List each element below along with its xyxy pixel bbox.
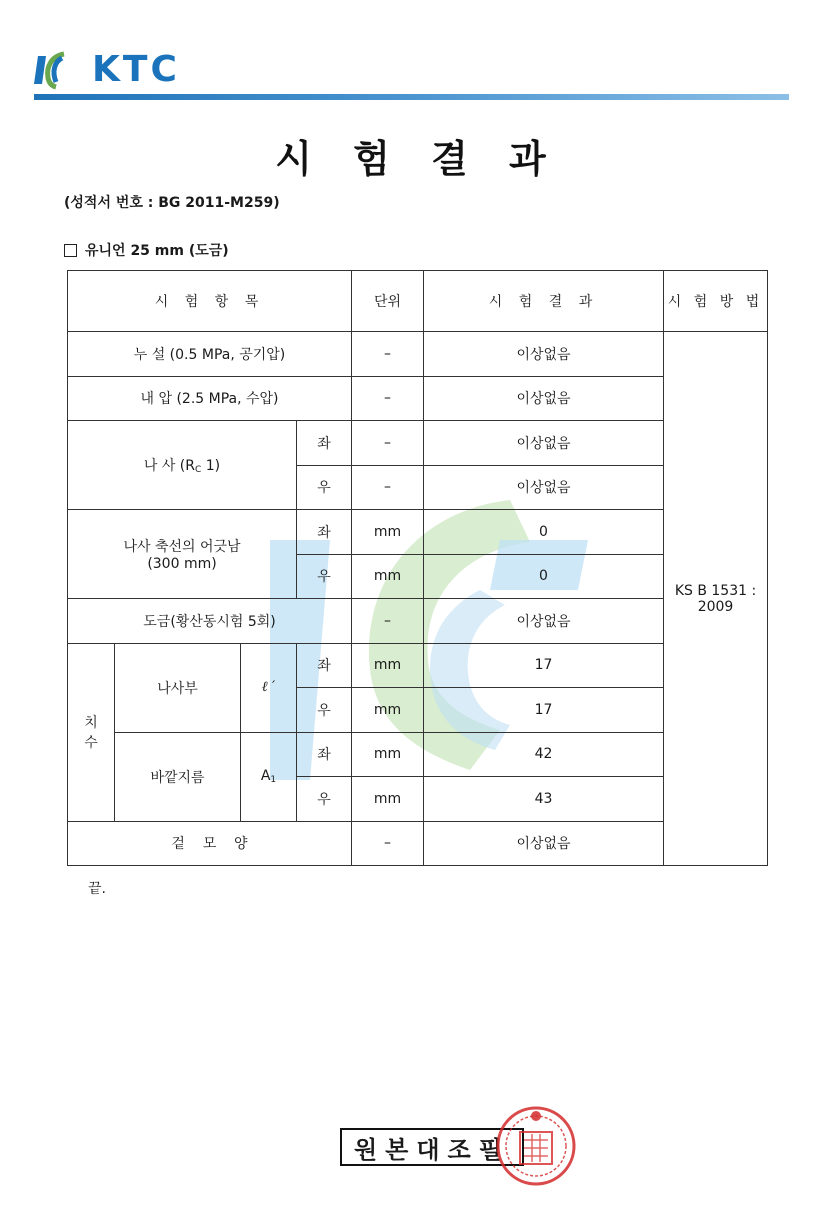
result-thread-right: 이상없음 <box>424 465 664 510</box>
result-misalign-right: 0 <box>424 554 664 599</box>
checkbox-icon <box>64 244 77 257</box>
result-dim-outer-left: 42 <box>424 732 664 777</box>
table-header-row <box>68 271 768 332</box>
section-title <box>64 240 229 260</box>
report-number: (성적서 번호 : BG 2011-M259) <box>64 195 280 211</box>
header-result: 시 험 결 과 <box>424 271 664 332</box>
item-plating: 도금(황산동시험 5회) <box>68 599 352 644</box>
side-misalign-right: 우 <box>297 554 352 599</box>
item-thread-prefix: 나 사 (R <box>143 458 195 474</box>
item-dim-thread: 나사부 <box>115 643 241 732</box>
section-title-text: 유니언 25 mm (도금) <box>85 243 229 259</box>
unit-dim-outer-right: mm <box>352 777 424 822</box>
header-method: 시 험 방 법 <box>664 271 768 332</box>
table-row-leak <box>68 332 768 377</box>
unit-misalign-left: mm <box>352 510 424 555</box>
test-method-line2: 2009 <box>697 598 734 615</box>
table-row-misalign-left <box>68 510 768 555</box>
result-appearance: 이상없음 <box>424 821 664 866</box>
unit-thread-right: – <box>352 465 424 510</box>
item-misalign-line1: 나사 축선의 어긋남 <box>123 539 241 555</box>
side-dim-outer-left: 좌 <box>297 732 352 777</box>
item-thread <box>68 421 297 510</box>
header-item: 시 험 항 목 <box>68 271 352 332</box>
result-plating: 이상없음 <box>424 599 664 644</box>
item-thread-sub: C <box>195 465 202 475</box>
unit-thread-left: – <box>352 421 424 466</box>
certification-stamp: 원본대조필 <box>340 1128 524 1166</box>
unit-dim-thread-right: mm <box>352 688 424 733</box>
side-dim-thread-left: 좌 <box>297 643 352 688</box>
symbol-dim-outer <box>241 732 297 821</box>
item-appearance: 겉 모 양 <box>68 821 352 866</box>
result-dim-thread-left: 17 <box>424 643 664 688</box>
result-dim-thread-right: 17 <box>424 688 664 733</box>
test-method-line1: KS B 1531 : <box>674 582 757 599</box>
result-dim-outer-right: 43 <box>424 777 664 822</box>
symbol-dim-outer-sub: 1 <box>270 775 277 785</box>
document-title: 시 험 결 과 <box>275 137 560 181</box>
result-misalign-left: 0 <box>424 510 664 555</box>
table-row-dim-thread-left <box>68 643 768 688</box>
item-misalign-line2: (300 mm) <box>147 556 217 572</box>
unit-appearance: – <box>352 821 424 866</box>
ktc-logo-mark-icon <box>34 50 94 90</box>
side-dim-thread-right: 우 <box>297 688 352 733</box>
result-thread-left: 이상없음 <box>424 421 664 466</box>
table-row-thread-left <box>68 421 768 466</box>
side-misalign-left: 좌 <box>297 510 352 555</box>
side-thread-right: 우 <box>297 465 352 510</box>
side-thread-left: 좌 <box>297 421 352 466</box>
unit-dim-outer-left: mm <box>352 732 424 777</box>
header-unit: 단위 <box>352 271 424 332</box>
ktc-logo <box>34 49 180 90</box>
unit-pressure: – <box>352 376 424 421</box>
unit-misalign-right: mm <box>352 554 424 599</box>
results-table <box>67 270 768 866</box>
table-row-appearance <box>68 821 768 866</box>
symbol-dim-outer-main: A <box>260 768 271 784</box>
item-pressure: 내 압 (2.5 MPa, 수압) <box>68 376 352 421</box>
header-bar <box>34 94 789 100</box>
table-row-dim-outer-left <box>68 732 768 777</box>
side-dim-outer-right: 우 <box>297 777 352 822</box>
item-misalign <box>68 510 297 599</box>
item-dim-outer: 바깥지름 <box>115 732 241 821</box>
symbol-dim-thread: ℓ ′ <box>241 643 297 732</box>
end-mark: 끝. <box>88 881 106 897</box>
unit-leak: – <box>352 332 424 377</box>
item-dimension-group: 치 수 <box>68 643 115 821</box>
item-leak: 누 설 (0.5 MPa, 공기압) <box>68 332 352 377</box>
result-pressure: 이상없음 <box>424 376 664 421</box>
official-seal-icon <box>494 1104 578 1188</box>
table-row-plating <box>68 599 768 644</box>
unit-dim-thread-left: mm <box>352 643 424 688</box>
item-thread-suffix: 1) <box>201 458 221 474</box>
result-leak: 이상없음 <box>424 332 664 377</box>
test-method <box>664 332 768 866</box>
logo-text: KTC <box>92 49 180 90</box>
unit-plating: – <box>352 599 424 644</box>
table-row-pressure <box>68 376 768 421</box>
